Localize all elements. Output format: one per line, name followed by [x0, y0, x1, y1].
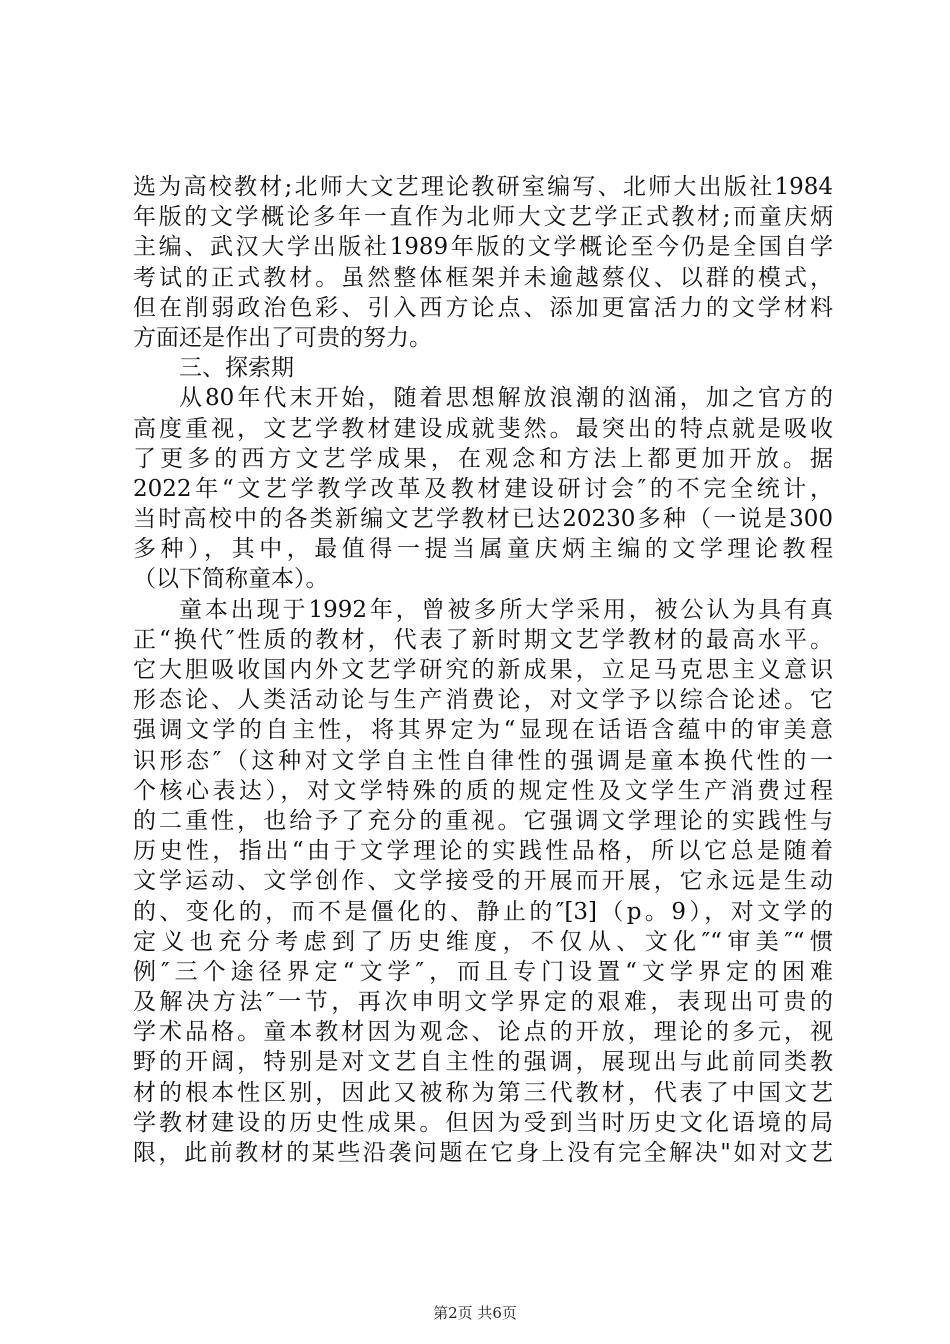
text-line: 历史性，指出“由于文学理论的实践性品格，所以它总是随着 [133, 838, 833, 865]
text-line: 2022年“文艺学教学改革及教材建设研讨会″的不完全统计， [133, 475, 833, 502]
paragraph [133, 595, 833, 1169]
text-line: 年版的文学概论多年一直作为北师大文艺学正式教材;而童庆炳 [133, 204, 833, 231]
text-line: 形态论、人类活动论与生产消费论，对文学予以综合论述。它 [133, 687, 833, 714]
text-line: 的二重性，也给予了充分的重视。它强调文学理论的实践性与 [133, 807, 833, 834]
text-line: 文学运动、文学创作、文学接受的开展而开展，它永远是生动 [133, 868, 833, 895]
text-line: 正“换代″性质的教材，代表了新时期文艺学教材的最高水平。 [133, 626, 833, 653]
text-line: 主编、武汉大学出版社1989年版的文学概论至今仍是全国自学 [133, 234, 833, 261]
text-line: 但在削弱政治色彩、引入西方论点、添加更富活力的文学材料 [133, 294, 833, 321]
text-line: 考试的正式教材。虽然整体框架并未逾越蔡仪、以群的模式， [133, 264, 833, 291]
text-line: 及解决方法″一节，再次申明文学界定的艰难，表现出可贵的 [133, 989, 833, 1016]
text-line: 学术品格。童本教材因为观念、论点的开放，理论的多元，视 [133, 1019, 833, 1046]
text-line: 材的根本性区别，因此又被称为第三代教材，代表了中国文艺 [133, 1079, 833, 1106]
text-line: 选为高校教材;北师大文艺理论教研室编写、北师大出版社1984 [133, 174, 833, 200]
text-line: 强调文学的自主性，将其界定为“显现在话语含蕴中的审美意 [133, 717, 833, 744]
paragraph-continuation [133, 172, 833, 353]
text-line: 当时高校中的各类新编文艺学教材已达20230多种（一说是300 [133, 506, 833, 533]
text-line: （以下简称童本）。 [133, 566, 329, 593]
page-number: 第2页 共6页 [433, 1304, 517, 1322]
document-body [133, 172, 833, 1168]
text-line: 限，此前教材的某些沿袭问题在它身上没有完全解决"如对文艺 [133, 1140, 833, 1166]
text-line: 野的开阔，特别是对文艺自主性的强调，展现出与此前同类教 [133, 1049, 833, 1076]
text-line: 方面还是作出了可贵的努力。 [133, 324, 432, 351]
text-line: 从80年代末开始，随着思想解放浪潮的汹涌，加之官方的 [179, 385, 833, 412]
text-line: 识形态″（这种对文学自主性自律性的强调是童本换代性的一 [133, 747, 833, 774]
text-line: 学教材建设的历史性成果。但因为受到当时历史文化语境的局 [133, 1109, 833, 1136]
text-line: 定义也充分考虑到了历史维度，不仅从、文化″“审美″“惯 [133, 928, 833, 955]
section-heading [133, 353, 833, 383]
text-line: 例″三个途径界定“文学″，而且专门设置“文学界定的困难 [133, 958, 833, 985]
section-heading-text: 三、探索期 [179, 355, 294, 382]
text-line: 了更多的西方文艺学成果，在观念和方法上都更加开放。据 [133, 445, 833, 472]
text-line: 个核心表达），对文学特殊的质的规定性及文学生产消费过程 [133, 777, 833, 804]
text-line: 童本出现于1992年，曾被多所大学采用，被公认为具有真 [179, 596, 833, 623]
page-footer [0, 1302, 950, 1323]
paragraph [133, 383, 833, 594]
text-line: 的、变化的，而不是僵化的、静止的″[3]（p。9），对文学的 [133, 898, 833, 925]
text-line: 高度重视，文艺学教材建设成就斐然。最突出的特点就是吸收 [133, 415, 833, 442]
text-line: 多种），其中，最值得一提当属童庆炳主编的文学理论教程 [133, 536, 833, 563]
text-line: 它大胆吸收国内外文艺学研究的新成果，立足马克思主义意识 [133, 657, 833, 683]
